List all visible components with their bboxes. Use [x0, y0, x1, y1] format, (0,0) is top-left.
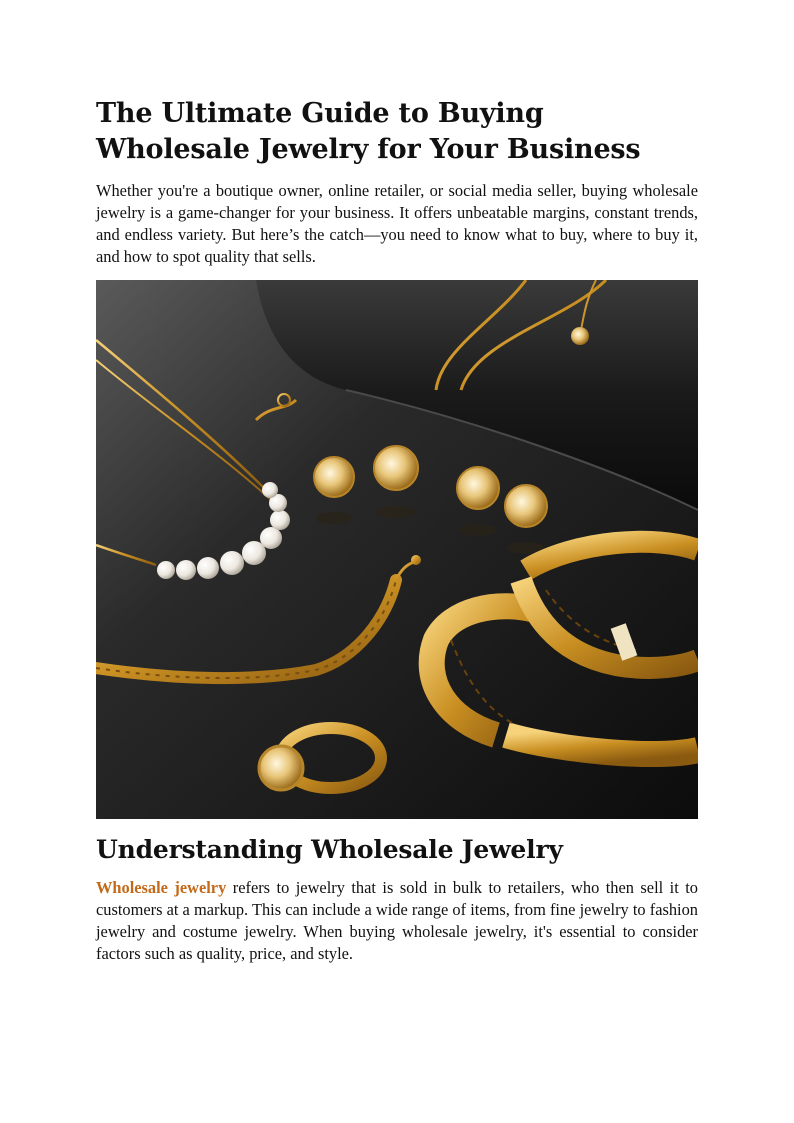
section-paragraph [96, 877, 698, 965]
intro-paragraph: Whether you're a boutique owner, online retailer, or social media seller, buying wholesale jewelry is a game-changer for your business. It offers unbeatable margins, constant trends, and endless variety. But here’s the catch—you need to know what to buy, where to buy it, and how to spot quality that sells. [96, 181, 698, 266]
jewelry-photo [96, 280, 698, 819]
wholesale-jewelry-link[interactable]: Wholesale jewelry [96, 878, 227, 897]
document-page [96, 96, 698, 965]
page-title: The Ultimate Guide to Buying Wholesale Jewelry for Your Business [96, 98, 641, 165]
section-heading: Understanding Wholesale Jewelry [96, 835, 563, 864]
section-paragraph-text: refers to jewelry that is sold in bulk to retailers, who then sell it to customers at a markup. This can include a wide range of items, from fine jewelry to fashion jewelry and costume jewelry. When buying wholesale jewelry, it's essential to consider factors such as quality, price, and style. [96, 878, 698, 963]
